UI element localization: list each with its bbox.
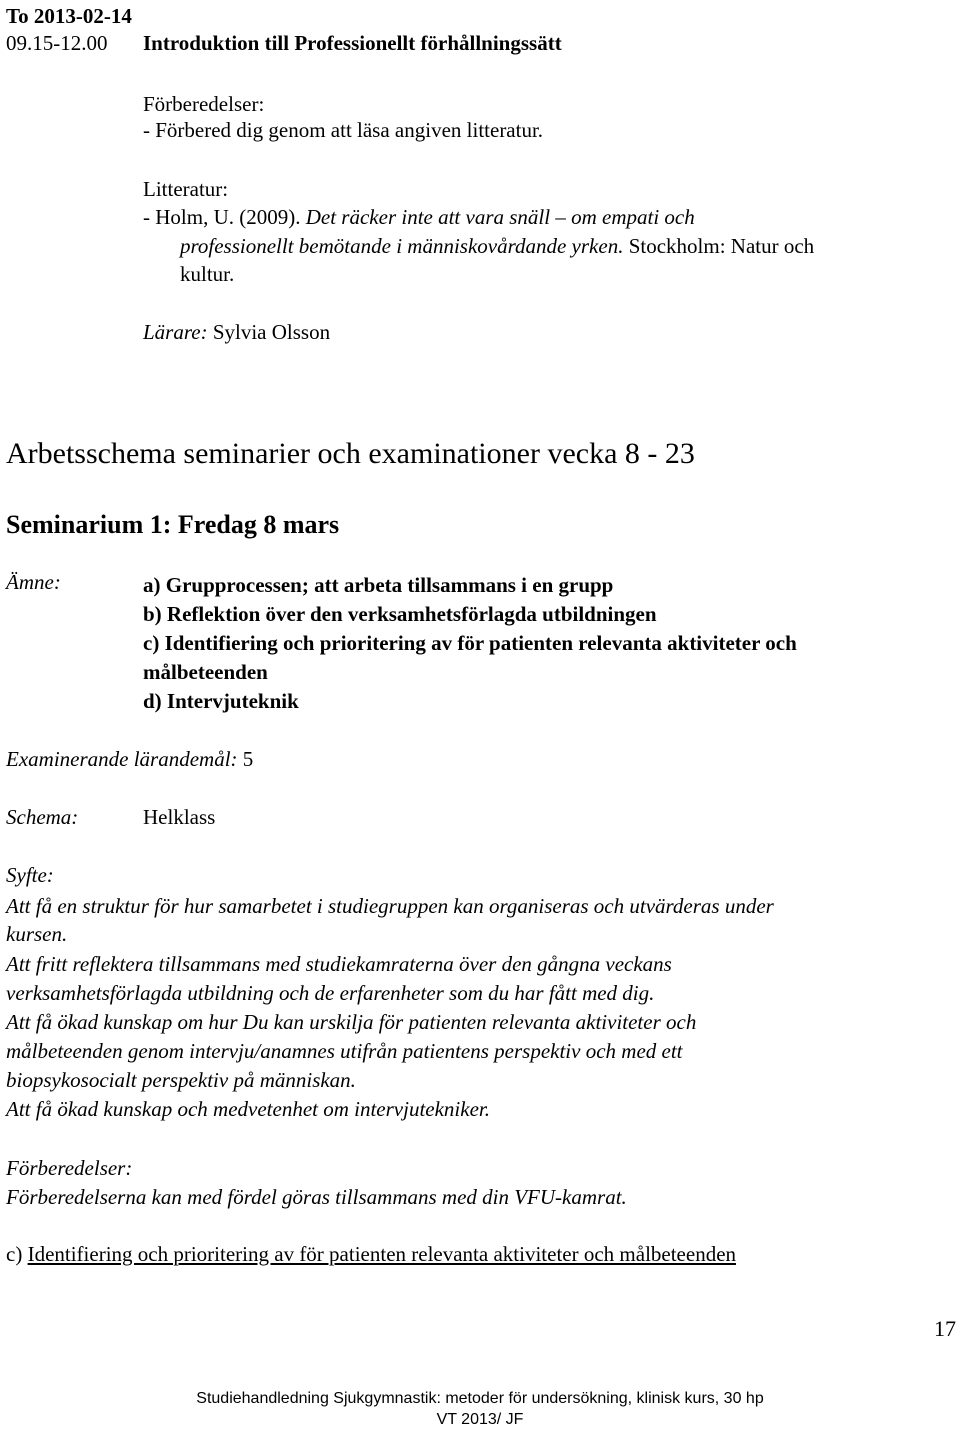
section-c-heading bbox=[6, 1242, 736, 1267]
literature-line-2 bbox=[180, 234, 814, 259]
teacher-line bbox=[143, 320, 330, 345]
footer-line-1: Studiehandledning Sjukgymnastik: metoder för undersökning, klinisk kurs, 30 hp bbox=[196, 1390, 764, 1407]
syfte-line: målbeteenden genom intervju/anamnes utifrån patientens perspektiv och med ett bbox=[6, 1039, 683, 1063]
syfte-line: biopsykosocialt perspektiv på människan. bbox=[6, 1068, 356, 1092]
seminar-heading: Seminarium 1: Fredag 8 mars bbox=[6, 510, 340, 539]
seminar-prep-text: Förberedelserna kan med fördel göras tillsammans med din VFU-kamrat. bbox=[6, 1185, 627, 1209]
literature-line-1 bbox=[143, 205, 695, 230]
literature-publisher-part2: kultur. bbox=[180, 262, 235, 286]
date-line: To 2013-02-14 bbox=[6, 4, 132, 28]
subject-item: d) Intervjuteknik bbox=[143, 689, 299, 713]
syfte-line: Att få ökad kunskap om hur Du kan urskilja för patienten relevanta aktiviteter och bbox=[6, 1010, 697, 1034]
subject-item: b) Reflektion över den verksamhetsförlagda utbildningen bbox=[143, 602, 657, 626]
literature-label: Litteratur: bbox=[143, 177, 229, 201]
prep-item: - Förbered dig genom att läsa angiven litteratur. bbox=[143, 118, 544, 142]
teacher-label: Lärare: bbox=[143, 320, 208, 344]
exam-line bbox=[6, 747, 253, 772]
section-c-title: Identifiering och prioritering av för patienten relevanta aktiviteter och målbeteenden bbox=[27, 1242, 737, 1266]
syfte-label: Syfte: bbox=[6, 863, 54, 887]
subject-item: c) Identifiering och prioritering av för patienten relevanta aktiviteter och bbox=[143, 631, 797, 655]
syfte-line: Att få en struktur för hur samarbetet i studiegruppen kan organiseras och utvärderas under bbox=[6, 894, 774, 918]
seminar-prep-label: Förberedelser: bbox=[6, 1156, 133, 1180]
literature-title-part1: Det räcker inte att vara snäll – om empati och bbox=[305, 205, 695, 229]
prep-label: Förberedelser: bbox=[143, 92, 265, 116]
syfte-line: Att få ökad kunskap och medvetenhet om intervjutekniker. bbox=[6, 1097, 491, 1121]
syfte-line: kursen. bbox=[6, 922, 68, 946]
schedule-title: Arbetsschema seminarier och examinationer vecka 8 - 23 bbox=[6, 437, 695, 470]
syfte-line: Att fritt reflektera tillsammans med studiekamraterna över den gångna veckans bbox=[6, 952, 672, 976]
literature-title-part2: professionellt bemötande i människovårdande yrken. bbox=[180, 234, 624, 258]
session-title: Introduktion till Professionellt förhållningssätt bbox=[143, 31, 562, 55]
literature-publisher-part1: Stockholm: Natur och bbox=[623, 234, 815, 258]
schema-label: Schema: bbox=[6, 805, 79, 829]
session-time: 09.15-12.00 bbox=[6, 31, 108, 55]
footer-line-2: VT 2013/ JF bbox=[436, 1411, 524, 1428]
exam-value: 5 bbox=[237, 747, 254, 771]
subject-item: a) Grupprocessen; att arbeta tillsammans i en grupp bbox=[143, 573, 614, 597]
exam-label: Examinerande lärandemål: bbox=[6, 747, 238, 771]
page-number: 17 bbox=[934, 1316, 956, 1341]
subject-label: Ämne: bbox=[6, 570, 61, 594]
syfte-line: verksamhetsförlagda utbildning och de erfarenheter som du har fått med dig. bbox=[6, 981, 655, 1005]
literature-author: - Holm, U. (2009). bbox=[143, 205, 306, 229]
teacher-name: Sylvia Olsson bbox=[207, 320, 331, 344]
schema-value: Helklass bbox=[143, 805, 216, 829]
section-c-prefix: c) bbox=[6, 1242, 28, 1266]
subject-item: målbeteenden bbox=[143, 660, 268, 684]
